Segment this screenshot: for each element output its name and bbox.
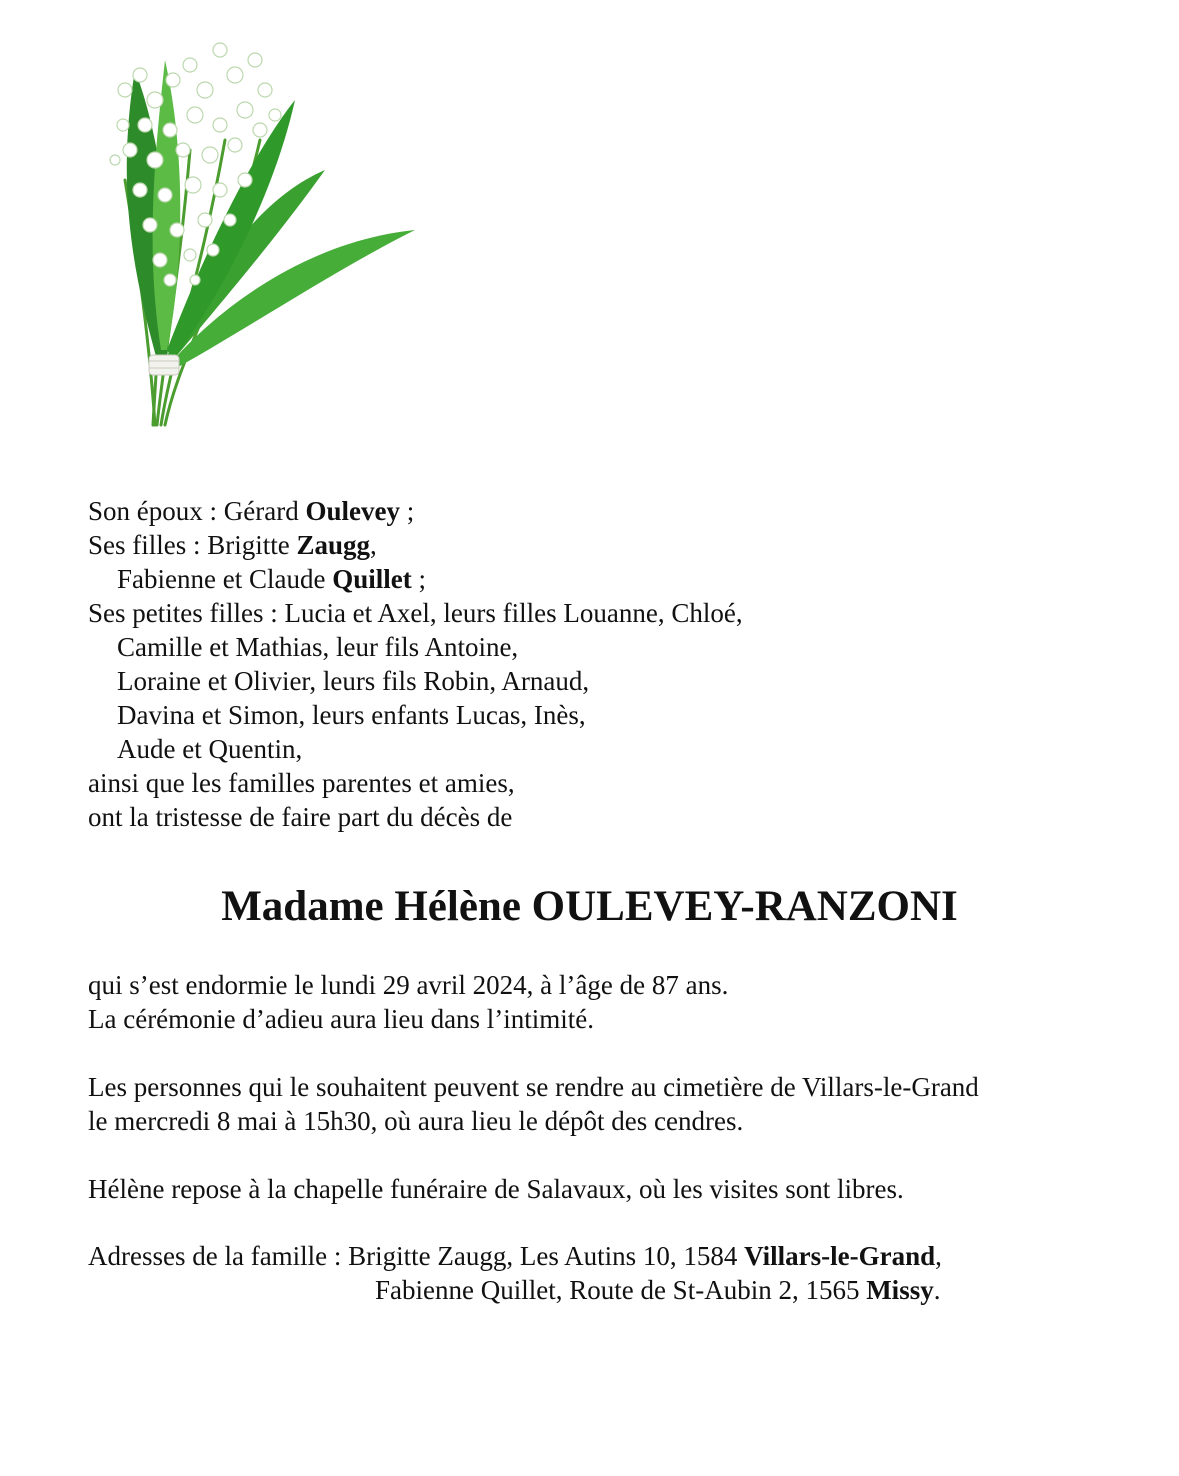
address-line-2: Fabienne Quillet, Route de St-Aubin 2, 1565 Missy. bbox=[375, 1275, 941, 1305]
ceremony-line: La cérémonie d’adieu aura lieu dans l’intimité. bbox=[88, 1004, 595, 1034]
granddaughters-line-2: Camille et Mathias, leur fils Antoine, bbox=[117, 632, 519, 662]
cemetery-line: Les personnes qui le souhaitent peuvent se rendre au cimetière de Villars-le-Grand bbox=[88, 1072, 979, 1102]
daughters-line: Ses filles : Brigitte Zaugg, bbox=[88, 530, 377, 560]
granddaughters-line-4: Davina et Simon, leurs enfants Lucas, Inès, bbox=[117, 700, 586, 730]
lily-of-the-valley-icon bbox=[95, 30, 425, 440]
spouse-line: Son époux : Gérard Oulevey ; bbox=[88, 496, 415, 526]
chapel-line: Hélène repose à la chapelle funéraire de Salavaux, où les visites sont libres. bbox=[88, 1174, 904, 1204]
granddaughters-line-5: Aude et Quentin, bbox=[117, 734, 303, 764]
family-list bbox=[88, 494, 743, 834]
addresses-block bbox=[88, 1239, 942, 1307]
relatives-line: ainsi que les familles parentes et amies, bbox=[88, 768, 515, 798]
address-line-1: Adresses de la famille : Brigitte Zaugg, Les Autins 10, 1584 Villars-le-Grand, bbox=[88, 1241, 942, 1271]
cemetery-block bbox=[88, 1070, 979, 1138]
details-block bbox=[88, 968, 728, 1036]
announcement-line: ont la tristesse de faire part du décès de bbox=[88, 802, 513, 832]
chapel-block bbox=[88, 1172, 904, 1206]
ashes-line: le mercredi 8 mai à 15h30, où aura lieu le dépôt des cendres. bbox=[88, 1106, 744, 1136]
death-line: qui s’est endormie le lundi 29 avril 2024, à l’âge de 87 ans. bbox=[88, 970, 729, 1000]
granddaughters-line-3: Loraine et Olivier, leurs fils Robin, Arnaud, bbox=[117, 666, 590, 696]
daughters-line-2: Fabienne et Claude Quillet ; bbox=[117, 564, 426, 594]
deceased-name: Madame Hélène OULEVEY-RANZONI bbox=[221, 883, 958, 930]
granddaughters-line: Ses petites filles : Lucia et Axel, leurs filles Louanne, Chloé, bbox=[88, 598, 743, 628]
